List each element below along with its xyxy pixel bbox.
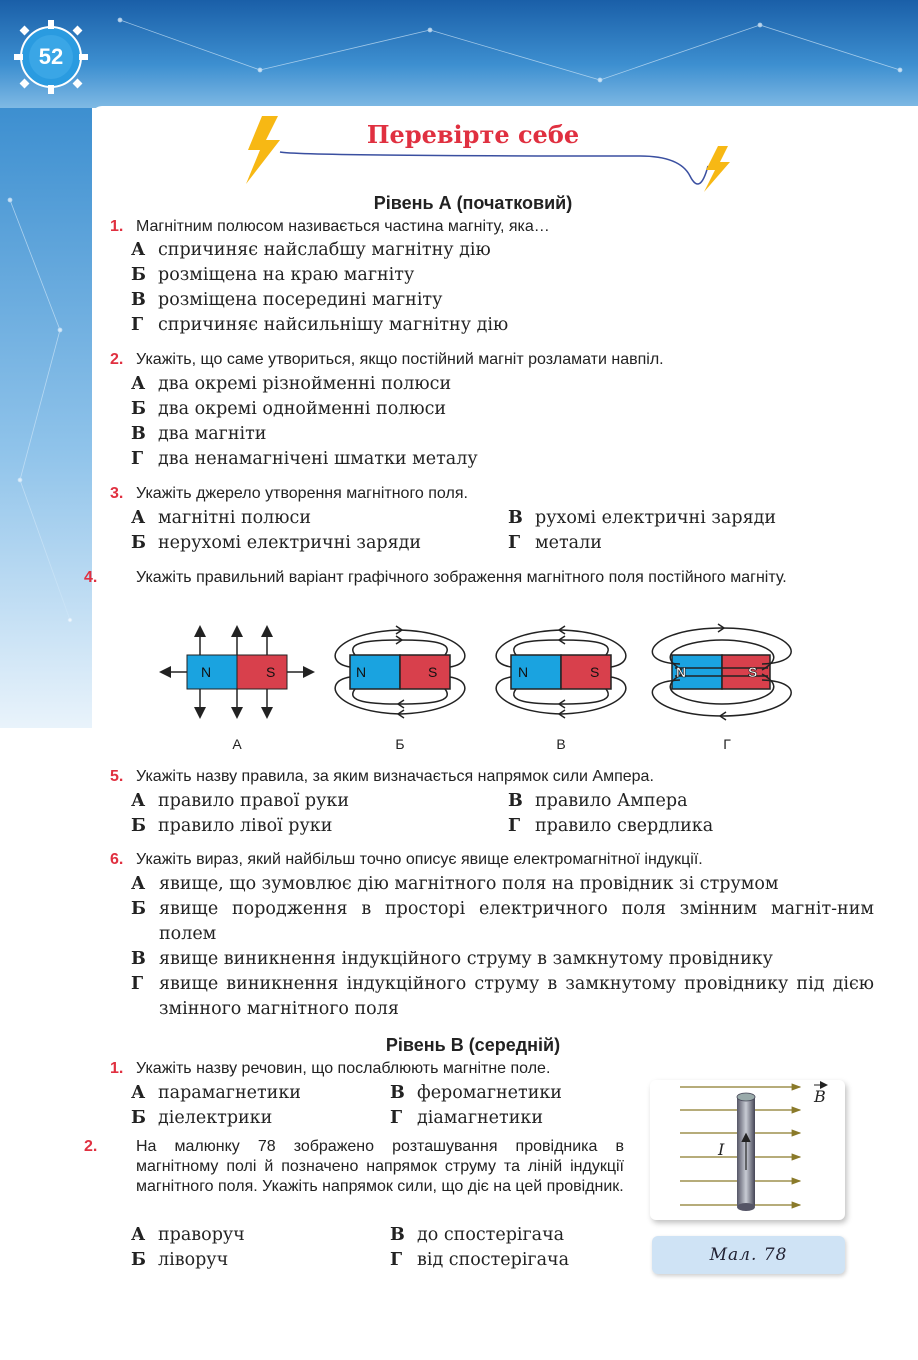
option: Б нерухомі електричні заряди [131, 533, 422, 553]
option: Б ліворуч [131, 1250, 229, 1270]
option: В явище виникнення індукційного струму в замкнутому провіднику [131, 949, 773, 969]
option: Г від спостерігача [390, 1250, 570, 1270]
option: Г метали [508, 533, 602, 553]
pole-s-label: S [266, 664, 276, 680]
option: Г діамагнетики [390, 1108, 543, 1128]
figure-label-b: Б [395, 736, 405, 752]
option: Г правило свердлика [508, 816, 714, 836]
option: В два магніти [131, 424, 267, 444]
option: А праворуч [131, 1225, 245, 1245]
figure-78-illustration [650, 1075, 845, 1220]
option: А магнітні полюси [131, 508, 311, 528]
figure-label-v: В [556, 736, 566, 752]
option: В розміщена посередині магніту [131, 290, 443, 310]
option: Г спричиняє найсильнішу магнітну дію [131, 315, 509, 335]
pole-s-label: S [590, 664, 600, 680]
option: Г два ненамагнічені шматки металу [131, 449, 478, 469]
option: А парамагнетики [131, 1083, 301, 1103]
question-a3: 3. Укажіть джерело утворення магнітного поля. [110, 485, 468, 502]
question-b1: 1. Укажіть назву речовин, що послаблюють магнітне поле. [110, 1060, 551, 1077]
figure-v [496, 626, 626, 718]
induction-label: B [814, 1087, 826, 1106]
pole-n-label: N [201, 664, 212, 680]
option: В правило Ампера [508, 791, 688, 811]
option: Б розміщена на краю магніту [131, 265, 415, 285]
figure-label-a: А [232, 736, 242, 752]
question-a4: 4. Укажіть правильний варіант графічного зображення магнітного поля постійного магніту. [84, 569, 787, 586]
question-a6: 6. Укажіть вираз, який найбільш точно описує явище електромагнітної індукції. [110, 851, 703, 868]
option: В до спостерігача [390, 1225, 565, 1245]
option: В феромагнетики [390, 1083, 562, 1103]
option: А спричиняє найслабшу магнітну дію [131, 240, 491, 260]
pole-s-label: S [428, 664, 438, 680]
question-a1: 1. Магнітним полюсом називається частина магніту, яка… [110, 218, 550, 235]
pole-n-label: N [356, 664, 367, 680]
option: В рухомі електричні заряди [508, 508, 777, 528]
option: А два окремі різнойменні полюси [131, 374, 452, 394]
option: Б явище породження в просторі електричного поля змінним магніт-ним полем [131, 899, 874, 944]
option: А явище, що зумовлює дію магнітного поля на провідник зі струмом [131, 874, 779, 894]
question-b2: 2. На малюнку 78 зображено розташування провідника в магнітному полі й позначено напрямок струму та ліній індукції магнітного поля. Укажіть напрямок сили, що діє на цей провідник. [84, 1138, 624, 1195]
page-number: 52 [38, 44, 64, 69]
figure-caption: Мал. 78 [652, 1236, 845, 1274]
pole-n-label: N [676, 664, 687, 680]
figure-a [162, 628, 312, 716]
question-a5: 5. Укажіть назву правила, за яким визначається напрямок сили Ампера. [110, 768, 654, 785]
page-title: Перевірте себе [366, 120, 580, 149]
level-b-heading: Рівень В (середній) [385, 1035, 561, 1055]
option: А правило правої руки [131, 791, 349, 811]
magnet-field-figures [150, 622, 810, 732]
figure-g [652, 624, 791, 720]
option: Б правило лівої руки [131, 816, 333, 836]
lightning-icon-small [704, 146, 730, 192]
question-a2: 2. Укажіть, що саме утвориться, якщо постійний магніт розламати навпіл. [110, 351, 664, 368]
figure-label-g: Г [723, 736, 731, 752]
lightning-icon [246, 116, 280, 184]
option: Б діелектрики [131, 1108, 273, 1128]
current-label: I [718, 1140, 725, 1159]
figure-b [335, 622, 465, 718]
pole-s-label: S [748, 664, 758, 680]
pole-n-label: N [518, 664, 529, 680]
option: Б два окремі однойменні полюси [131, 399, 447, 419]
option: Г явище виникнення індукційного струму в замкнутому провіднику під дією змінного магнітного поля [131, 974, 874, 1019]
level-a-heading: Рівень А (початковий) [373, 193, 573, 213]
